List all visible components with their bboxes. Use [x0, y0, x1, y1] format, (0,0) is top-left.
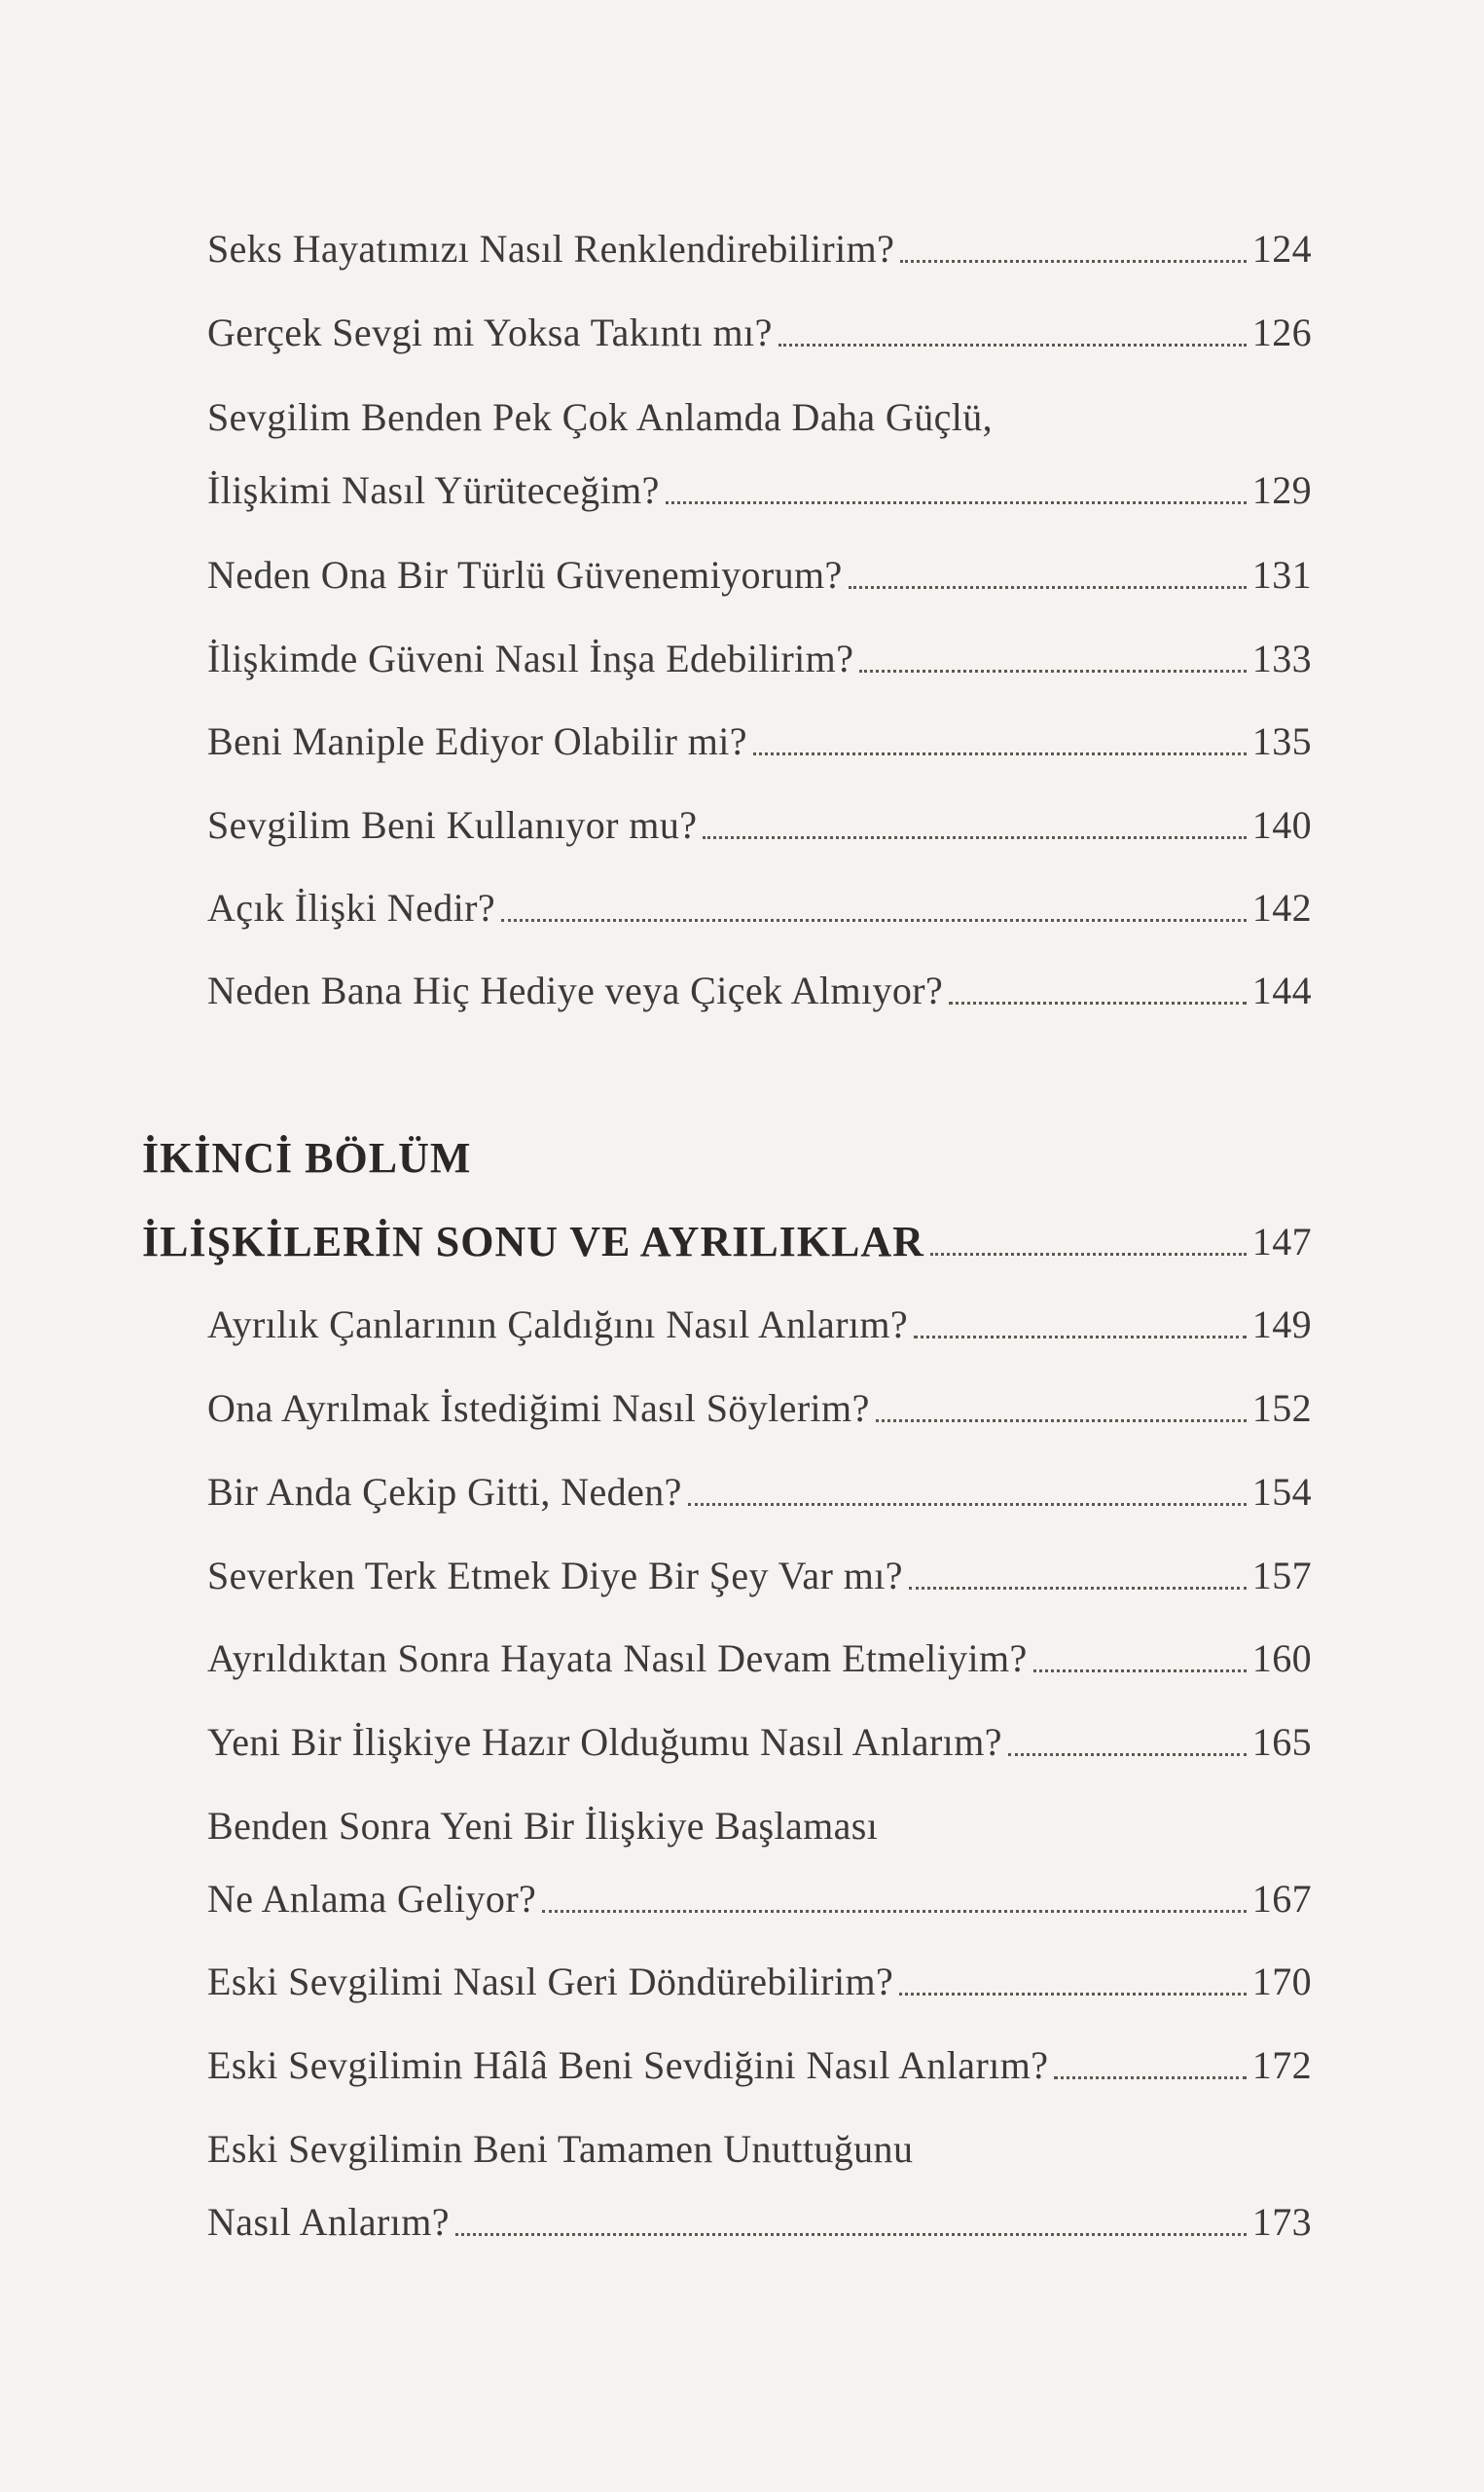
toc-entry-line1 — [207, 385, 1312, 443]
part-label — [142, 1125, 1312, 1184]
toc-entry — [207, 709, 1312, 767]
toc-entry-title: İlişkimde Güveni Nasıl İnşa Edebilirim? — [207, 637, 854, 680]
toc-entry-title: Açık İlişki Nedir? — [207, 886, 496, 930]
toc-entry-title: Neden Ona Bir Türlü Güvenemiyorum? — [207, 553, 843, 597]
toc-entry-page: 154 — [1251, 1470, 1312, 1514]
toc-entry-page: 144 — [1251, 969, 1312, 1012]
toc-entry-page: 129 — [1251, 468, 1312, 512]
dot-leader — [849, 586, 1247, 589]
toc-entry-title: Ayrıldıktan Sonra Hayata Nasıl Devam Etmeliyim? — [207, 1636, 1028, 1680]
part-title-text: İLİŞKİLERİN SONU VE AYRILIKLAR — [142, 1218, 924, 1265]
dot-leader — [876, 1419, 1247, 1422]
toc-entry-title: Benden Sonra Yeni Bir İlişkiye Başlaması — [207, 1804, 879, 1848]
dot-leader — [688, 1503, 1247, 1506]
toc-entry-title: Ne Anlama Geliyor? — [207, 1877, 537, 1921]
dot-leader — [909, 1587, 1247, 1590]
dot-leader — [703, 836, 1246, 839]
toc-entry-page: 142 — [1251, 886, 1312, 930]
part-page: 147 — [1251, 1220, 1312, 1264]
toc-entry-line1 — [207, 1793, 1312, 1851]
toc-entry-title: Eski Sevgilimi Nasıl Geri Döndürebilirim? — [207, 1960, 894, 2003]
toc-entry — [207, 1949, 1312, 2007]
toc-entry — [207, 1626, 1312, 1684]
toc-entry-title: Eski Sevgilimin Beni Tamamen Unuttuğunu — [207, 2127, 914, 2171]
dot-leader — [900, 260, 1247, 263]
toc-entry-title: Yeni Bir İlişkiye Hazır Olduğumu Nasıl Anlarım? — [207, 1720, 1002, 1764]
toc-entry — [207, 875, 1312, 934]
part-title-entry — [142, 1209, 1312, 1267]
toc-entry-title: Ona Ayrılmak İstediğimi Nasıl Söylerim? — [207, 1386, 870, 1430]
toc-entry-title: İlişkimi Nasıl Yürüteceğim? — [207, 468, 660, 512]
toc-entry-page: 170 — [1251, 1960, 1312, 2003]
toc-entry-title: Eski Sevgilimin Hâlâ Beni Sevdiğini Nasıl Anlarım? — [207, 2043, 1049, 2087]
toc-entry-page: 126 — [1251, 311, 1312, 354]
toc-entry-page: 140 — [1251, 803, 1312, 847]
dot-leader — [949, 1002, 1247, 1005]
toc-entry-page: 133 — [1251, 637, 1312, 680]
toc-entry-page: 157 — [1251, 1554, 1312, 1597]
toc-entry-title: Ayrılık Çanlarının Çaldığını Nasıl Anlarım? — [207, 1302, 909, 1346]
toc-entry-page: 173 — [1251, 2200, 1312, 2244]
dot-leader — [753, 752, 1247, 755]
toc-entry — [207, 458, 1312, 516]
toc-entry — [207, 216, 1312, 275]
toc-entry — [207, 1459, 1312, 1518]
toc-entry-page: 167 — [1251, 1877, 1312, 1921]
dot-leader — [501, 919, 1247, 922]
toc-entry — [207, 1709, 1312, 1768]
toc-entry — [207, 1866, 1312, 1924]
toc-entry — [207, 1292, 1312, 1350]
dot-leader — [914, 1336, 1247, 1338]
toc-entry — [207, 1375, 1312, 1434]
dot-leader — [899, 1993, 1247, 1996]
dot-leader — [455, 2233, 1247, 2236]
toc-entry-page: 135 — [1251, 719, 1312, 763]
toc-entry-page: 160 — [1251, 1636, 1312, 1680]
toc-entry — [207, 2033, 1312, 2091]
dot-leader — [859, 670, 1246, 673]
toc-entry-title: Beni Maniple Ediyor Olabilir mi? — [207, 719, 747, 763]
toc-entry-title: Gerçek Sevgi mi Yoksa Takıntı mı? — [207, 311, 773, 354]
toc-entry-title: Seks Hayatımızı Nasıl Renklendirebilirim? — [207, 227, 895, 271]
dot-leader — [930, 1253, 1247, 1256]
dot-leader — [1033, 1669, 1247, 1672]
toc-entry-title: Sevgilim Beni Kullanıyor mu? — [207, 803, 698, 847]
toc-entry-page: 152 — [1251, 1386, 1312, 1430]
toc-entry-title: Nasıl Anlarım? — [207, 2200, 450, 2244]
toc-entry-title: Bir Anda Çekip Gitti, Neden? — [207, 1470, 682, 1514]
toc-entry-page: 124 — [1251, 227, 1312, 271]
toc-entry-page: 131 — [1251, 553, 1312, 597]
toc-entry — [207, 792, 1312, 851]
dot-leader — [542, 1910, 1247, 1913]
toc-entry-page: 149 — [1251, 1302, 1312, 1346]
toc-entry — [207, 958, 1312, 1016]
part-label-text: İKİNCİ BÖLÜM — [142, 1134, 472, 1182]
toc-entry — [207, 1543, 1312, 1601]
dot-leader — [1054, 2076, 1246, 2079]
toc-entry-title: Severken Terk Etmek Diye Bir Şey Var mı? — [207, 1554, 903, 1597]
toc-entry-page: 165 — [1251, 1720, 1312, 1764]
toc-entry-page: 172 — [1251, 2043, 1312, 2087]
dot-leader — [778, 344, 1247, 347]
toc-entry-line1 — [207, 2116, 1312, 2175]
toc-entry-title: Neden Bana Hiç Hediye veya Çiçek Almıyor? — [207, 969, 944, 1012]
dot-leader — [666, 501, 1247, 504]
dot-leader — [1008, 1753, 1247, 1756]
toc-entry — [207, 300, 1312, 358]
toc-entry — [207, 2189, 1312, 2248]
toc-entry — [207, 626, 1312, 684]
toc-entry-title: Sevgilim Benden Pek Çok Anlamda Daha Güçlü, — [207, 395, 994, 439]
toc-entry — [207, 542, 1312, 601]
